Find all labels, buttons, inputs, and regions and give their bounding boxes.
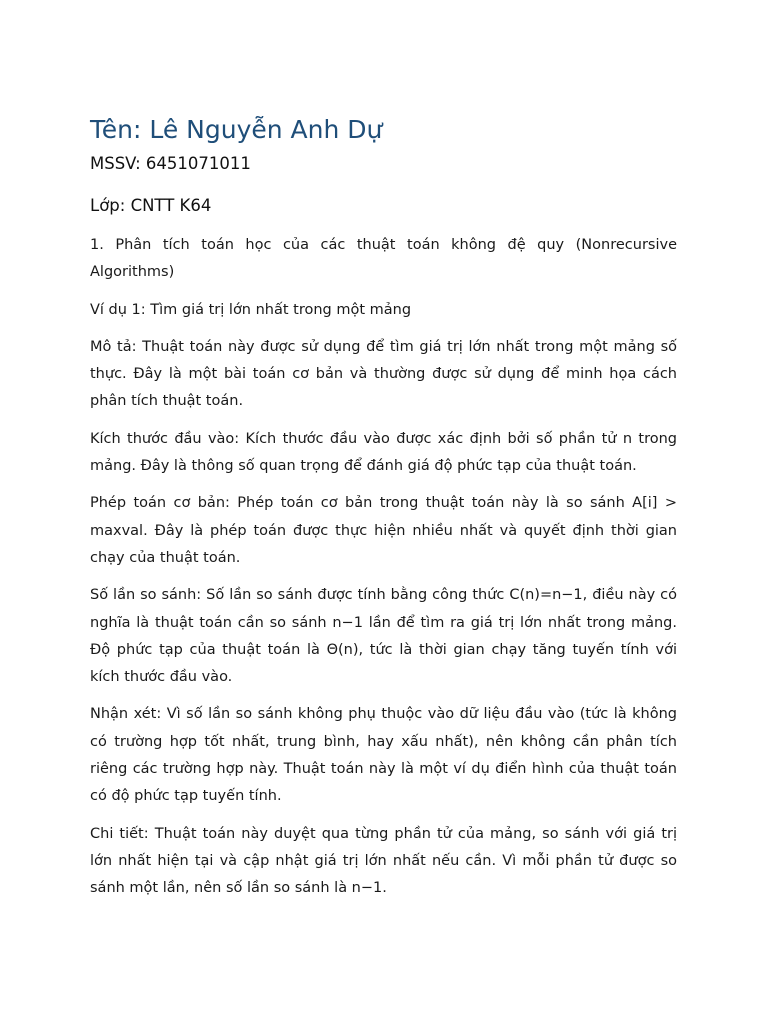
student-id: MSSV: 6451071011 [90, 154, 251, 173]
student-class: Lớp: CNTT K64 [90, 196, 212, 215]
example-heading: Ví dụ 1: Tìm giá trị lớn nhất trong một mảng [90, 301, 412, 318]
paragraph-remarks: Nhận xét: Vì số lần so sánh không phụ thuộc vào dữ liệu đầu vào (tức là không có trường hợp tốt nhất, trung bình, hay xấu nhất), nên không cần phân tích riêng các trường hợp này. Thuật toán này là một ví dụ điển hình của thuật toán có độ phức tạp tuyến tính. [90, 706, 677, 805]
document-title: Tên: Lê Nguyễn Anh Dự [90, 115, 383, 144]
paragraph-comparison-count: Số lần so sánh: Số lần so sánh được tính bằng công thức C(n)=n−1, điều này có nghĩa là thuật toán cần so sánh n−1 lần để tìm ra giá trị lớn nhất trong mảng. Độ phức tạp của thuật toán là Θ(n), tức là thời gian chạy tăng tuyến tính với kích thước đầu vào. [90, 587, 677, 686]
paragraph-description: Mô tả: Thuật toán này được sử dụng để tìm giá trị lớn nhất trong một mảng số thực. Đây là một bài toán cơ bản và thường được sử dụng để minh họa cách phân tích thuật toán. [90, 338, 677, 410]
paragraph-basic-operation: Phép toán cơ bản: Phép toán cơ bản trong thuật toán này là so sánh A[i] > maxval. Đây là phép toán được thực hiện nhiều nhất và quyết định thời gian chạy của thuật toán. [90, 495, 677, 566]
paragraph-input-size: Kích thước đầu vào: Kích thước đầu vào được xác định bởi số phần tử n trong mảng. Đây là thông số quan trọng để đánh giá độ phức tạp của thuật toán. [90, 430, 677, 475]
section-heading: 1. Phân tích toán học của các thuật toán không đệ quy (Nonrecursive Algorithms) [90, 237, 677, 281]
document-body [90, 112, 677, 913]
paragraph-details: Chi tiết: Thuật toán này duyệt qua từng phần tử của mảng, so sánh với giá trị lớn nhất hiện tại và cập nhật giá trị lớn nhất nếu cần. Vì mỗi phần tử được so sánh một lần, nên số lần so sánh là n−1. [90, 825, 677, 897]
